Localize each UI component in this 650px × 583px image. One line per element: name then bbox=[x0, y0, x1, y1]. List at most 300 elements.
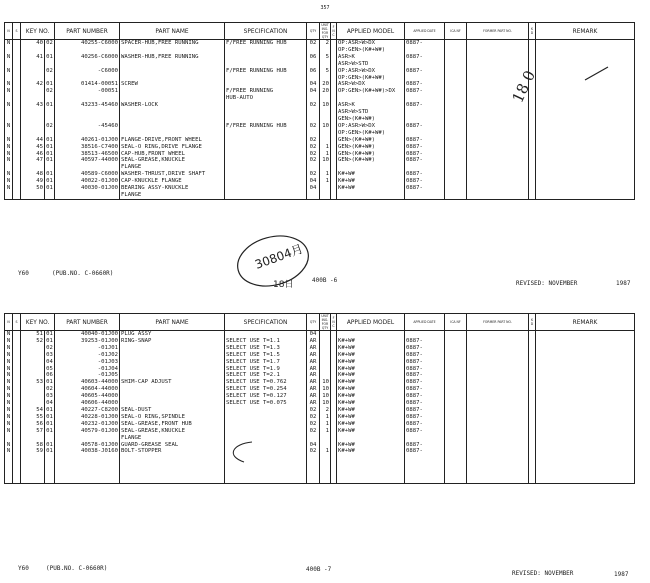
cell-s bbox=[13, 116, 21, 123]
cell-part-number bbox=[55, 455, 120, 462]
cell-s bbox=[13, 414, 21, 421]
cell-applied-model: K#+W# bbox=[337, 414, 405, 421]
cell-applied-date: 0887- bbox=[405, 407, 445, 414]
cell-ica-nf bbox=[445, 393, 467, 400]
cell-applied-model: K#+W# bbox=[337, 393, 405, 400]
cell-specification: SELECT USE T=0.127 bbox=[225, 393, 307, 400]
cell-former-part-no bbox=[467, 448, 529, 455]
handwritten-note-below: 18日 bbox=[273, 280, 294, 290]
cell-specification bbox=[225, 144, 307, 151]
cell-applied-model bbox=[337, 455, 405, 462]
handwritten-side-mark bbox=[500, 55, 620, 110]
cell-unit: 1 bbox=[320, 151, 331, 158]
cell-remark bbox=[536, 442, 635, 449]
cell-former-part-no bbox=[467, 123, 529, 130]
cell-ica-nf bbox=[445, 151, 467, 158]
cell-qty bbox=[307, 469, 320, 476]
footer-year: 1987 bbox=[614, 571, 629, 578]
cell-applied-date bbox=[405, 331, 445, 338]
cell-unit bbox=[320, 359, 331, 366]
cell-qty: 04 bbox=[307, 331, 320, 338]
cell-n: N bbox=[5, 81, 13, 88]
cell-part-number bbox=[55, 130, 120, 137]
cell-kd bbox=[529, 157, 536, 164]
cell-specification bbox=[225, 192, 307, 199]
cell-applied-model: OP:ASR>W>DX bbox=[337, 40, 405, 47]
cell-unit: 1 bbox=[320, 144, 331, 151]
cell-key-no bbox=[21, 123, 45, 130]
cell-qty: 02 bbox=[307, 171, 320, 178]
cell-kd bbox=[529, 476, 536, 483]
cell-key-no: 50 bbox=[21, 185, 45, 192]
cell-part-name: FLANGE-DRIVE,FRONT WHEEL bbox=[120, 137, 225, 144]
cell-qty: 02 bbox=[307, 414, 320, 421]
cell-qty: AR bbox=[307, 379, 320, 386]
cell-ica-nf bbox=[445, 164, 467, 171]
cell-s bbox=[13, 185, 21, 192]
parts-table bbox=[4, 22, 635, 200]
cell-kd bbox=[529, 386, 536, 393]
col-s: S bbox=[13, 314, 21, 331]
cell-n: N bbox=[5, 123, 13, 130]
cell-part-number: 39253-01J00 bbox=[55, 338, 120, 345]
cell-part-name bbox=[120, 75, 225, 82]
col-s: S bbox=[13, 23, 21, 40]
cell-key-no bbox=[21, 130, 45, 137]
table-row bbox=[5, 476, 635, 483]
table-row bbox=[5, 178, 635, 185]
cell-applied-model bbox=[337, 331, 405, 338]
cell-part-name: SPACER-HUB,FREE RUNNING bbox=[120, 40, 225, 47]
cell-part-number: 40022-01J00 bbox=[55, 178, 120, 185]
table-row bbox=[5, 157, 635, 164]
cell-former-part-no bbox=[467, 366, 529, 373]
cell-n bbox=[5, 61, 13, 68]
col-key-no: KEY NO. bbox=[21, 23, 55, 40]
footer-year: 1987 bbox=[616, 280, 631, 287]
cell-key-no: 42 bbox=[21, 81, 45, 88]
cell-part-name: SCREW bbox=[120, 81, 225, 88]
cell-unit bbox=[320, 331, 331, 338]
cell-former-part-no bbox=[467, 476, 529, 483]
cell-unit: 2 bbox=[320, 40, 331, 47]
table-row bbox=[5, 151, 635, 158]
cell-unit: 1 bbox=[320, 448, 331, 455]
cell-applied-model: GEN>(K#+W#) bbox=[337, 137, 405, 144]
cell-specification bbox=[225, 137, 307, 144]
cell-key-no: 56 bbox=[21, 421, 45, 428]
cell-remark bbox=[536, 421, 635, 428]
cell-kd bbox=[529, 455, 536, 462]
cell-qty bbox=[307, 455, 320, 462]
cell-s bbox=[13, 81, 21, 88]
cell-n: N bbox=[5, 157, 13, 164]
cell-part-name: FLANGE bbox=[120, 435, 225, 442]
cell-key-sub: 03 bbox=[46, 393, 53, 400]
cell-ica-nf bbox=[445, 421, 467, 428]
cell-ica-nf bbox=[445, 455, 467, 462]
cell-n: N bbox=[5, 400, 13, 407]
cell-qty: 06 bbox=[307, 68, 320, 75]
cell-key-sub: 01 bbox=[46, 185, 53, 192]
cell-n: N bbox=[5, 54, 13, 61]
cell-remark bbox=[536, 386, 635, 393]
cell-s bbox=[13, 372, 21, 379]
cell-key-sub: 02 bbox=[46, 88, 53, 95]
cell-applied-date: 0887- bbox=[405, 54, 445, 61]
cell-part-name bbox=[120, 47, 225, 54]
cell-qty bbox=[307, 116, 320, 123]
cell-unit: 10 bbox=[320, 102, 331, 109]
cell-part-number: -01J05 bbox=[55, 372, 120, 379]
cell-n: N bbox=[5, 414, 13, 421]
cell-s bbox=[13, 61, 21, 68]
cell-remark bbox=[536, 448, 635, 455]
cell-remark bbox=[536, 338, 635, 345]
cell-former-part-no bbox=[467, 171, 529, 178]
cell-key-no bbox=[21, 164, 45, 171]
col-former-part-no: FORMER PART NO. bbox=[467, 314, 529, 331]
cell-remark bbox=[536, 407, 635, 414]
cell-unit: 20 bbox=[320, 88, 331, 95]
cell-part-number: 40256-C6000 bbox=[55, 54, 120, 61]
cell-former-part-no bbox=[467, 157, 529, 164]
cell-ica-nf bbox=[445, 435, 467, 442]
col-applied-model: APPLIED MODEL bbox=[337, 314, 405, 331]
cell-kd bbox=[529, 435, 536, 442]
cell-specification bbox=[225, 47, 307, 54]
cell-s bbox=[13, 386, 21, 393]
cell-key-no: 40 bbox=[21, 40, 45, 47]
cell-kd bbox=[529, 144, 536, 151]
cell-unit bbox=[320, 116, 331, 123]
cell-unit: 10 bbox=[320, 157, 331, 164]
cell-unit bbox=[320, 61, 331, 68]
cell-remark bbox=[536, 192, 635, 199]
cell-qty: 04 bbox=[307, 178, 320, 185]
table-body bbox=[5, 331, 635, 484]
cell-remark bbox=[536, 400, 635, 407]
cell-ica-nf bbox=[445, 366, 467, 373]
cell-applied-model: OP:GEN>(K#+W#) bbox=[337, 47, 405, 54]
cell-qty bbox=[307, 435, 320, 442]
cell-kd bbox=[529, 372, 536, 379]
cell-s bbox=[13, 448, 21, 455]
parts-sheet-lower bbox=[4, 313, 634, 578]
cell-s bbox=[13, 331, 21, 338]
col-specification: SPECIFICATION bbox=[225, 314, 307, 331]
cell-specification bbox=[225, 414, 307, 421]
cell-key-no bbox=[21, 109, 45, 116]
col-former-part-no: FORMER PART NO. bbox=[467, 23, 529, 40]
cell-kd bbox=[529, 116, 536, 123]
cell-ica-nf bbox=[445, 102, 467, 109]
cell-key-sub bbox=[45, 95, 55, 102]
cell-n: N bbox=[5, 137, 13, 144]
cell-applied-date: 0887- bbox=[405, 68, 445, 75]
cell-former-part-no bbox=[467, 130, 529, 137]
cell-unit bbox=[320, 130, 331, 137]
table-row bbox=[5, 40, 635, 47]
cell-key-sub: 01 bbox=[46, 102, 53, 109]
cell-part-name: SEAL-O RING,DRIVE FLANGE bbox=[120, 144, 225, 151]
cell-ica-nf bbox=[445, 442, 467, 449]
cell-kd bbox=[529, 448, 536, 455]
cell-part-number: -01J03 bbox=[55, 359, 120, 366]
cell-applied-date bbox=[405, 130, 445, 137]
cell-applied-model bbox=[337, 462, 405, 469]
col-applied-model: APPLIED MODEL bbox=[337, 23, 405, 40]
cell-key-no: 44 bbox=[21, 137, 45, 144]
table-row bbox=[5, 171, 635, 178]
cell-applied-model: OP:ASR>W>DX bbox=[337, 68, 405, 75]
cell-specification: F/FREE RUNNING HUB bbox=[225, 123, 307, 130]
cell-key-sub bbox=[45, 116, 55, 123]
cell-key-sub: 05 bbox=[46, 365, 53, 372]
cell-s bbox=[13, 476, 21, 483]
table-row bbox=[5, 130, 635, 137]
cell-applied-date: 0887- bbox=[405, 428, 445, 435]
cell-part-number bbox=[55, 47, 120, 54]
cell-qty: 02 bbox=[307, 428, 320, 435]
cell-s bbox=[13, 137, 21, 144]
cell-key-sub bbox=[45, 47, 55, 54]
cell-applied-model: K#+W# bbox=[337, 178, 405, 185]
cell-part-name: SHIM-CAP ADJUST bbox=[120, 379, 225, 386]
table-row bbox=[5, 421, 635, 428]
cell-kd bbox=[529, 442, 536, 449]
cell-applied-model bbox=[337, 435, 405, 442]
cell-part-name bbox=[120, 88, 225, 95]
cell-part-number: 40603-44000 bbox=[55, 379, 120, 386]
cell-unit: 1 bbox=[320, 171, 331, 178]
cell-part-name bbox=[120, 393, 225, 400]
cell-unit: 10 bbox=[320, 123, 331, 130]
cell-remark bbox=[536, 151, 635, 158]
cell-s bbox=[13, 130, 21, 137]
cell-former-part-no bbox=[467, 144, 529, 151]
cell-applied-date: 0887- bbox=[405, 345, 445, 352]
cell-applied-date bbox=[405, 164, 445, 171]
footer-revised: REVISED: NOVEMBER bbox=[512, 570, 574, 577]
cell-part-number bbox=[55, 164, 120, 171]
table-row bbox=[5, 123, 635, 130]
cell-key-sub bbox=[45, 75, 55, 82]
cell-qty: 02 bbox=[307, 157, 320, 164]
cell-specification: SELECT USE T=0.762 bbox=[225, 379, 307, 386]
cell-part-name: WASHER-LOCK bbox=[120, 102, 225, 109]
cell-specification bbox=[225, 185, 307, 192]
cell-kd bbox=[529, 400, 536, 407]
cell-applied-date: 0887- bbox=[405, 171, 445, 178]
page-number: 357 bbox=[320, 5, 330, 11]
cell-applied-date bbox=[405, 435, 445, 442]
cell-remark bbox=[536, 178, 635, 185]
table-row bbox=[5, 379, 635, 386]
cell-qty: 02 bbox=[307, 144, 320, 151]
cell-applied-date bbox=[405, 462, 445, 469]
cell-qty bbox=[307, 95, 320, 102]
cell-s bbox=[13, 379, 21, 386]
cell-ica-nf bbox=[445, 462, 467, 469]
cell-n bbox=[5, 192, 13, 199]
cell-key-sub: 01 bbox=[46, 143, 53, 150]
cell-applied-date: 0887- bbox=[405, 359, 445, 366]
cell-kd bbox=[529, 379, 536, 386]
cell-n: N bbox=[5, 331, 13, 338]
cell-n bbox=[5, 47, 13, 54]
cell-key-no bbox=[21, 47, 45, 54]
cell-key-no bbox=[21, 455, 45, 462]
cell-n: N bbox=[5, 102, 13, 109]
cell-s bbox=[13, 435, 21, 442]
cell-n bbox=[5, 95, 13, 102]
cell-s bbox=[13, 47, 21, 54]
cell-applied-date: 0887- bbox=[405, 400, 445, 407]
cell-applied-date: 0887- bbox=[405, 40, 445, 47]
cell-key-sub bbox=[45, 455, 55, 462]
cell-kd bbox=[529, 40, 536, 47]
cell-qty: AR bbox=[307, 345, 320, 352]
col-part-number: PART NUMBER bbox=[55, 23, 120, 40]
cell-former-part-no bbox=[467, 331, 529, 338]
table-row bbox=[5, 331, 635, 338]
cell-part-number: 40597-44000 bbox=[55, 157, 120, 164]
cell-qty: 02 bbox=[307, 407, 320, 414]
cell-former-part-no bbox=[467, 435, 529, 442]
cell-n: N bbox=[5, 372, 13, 379]
cell-part-name: FLANGE bbox=[120, 164, 225, 171]
cell-applied-date: 0887- bbox=[405, 393, 445, 400]
cell-part-number: 40579-01J00 bbox=[55, 428, 120, 435]
cell-key-no bbox=[21, 469, 45, 476]
cell-former-part-no bbox=[467, 393, 529, 400]
cell-part-number: -00051 bbox=[55, 88, 120, 95]
cell-unit bbox=[320, 455, 331, 462]
cell-ica-nf bbox=[445, 54, 467, 61]
cell-specification bbox=[225, 331, 307, 338]
cell-specification: SELECT USE T=1.1 bbox=[225, 338, 307, 345]
cell-key-sub bbox=[45, 476, 55, 483]
cell-applied-date: 0887- bbox=[405, 157, 445, 164]
cell-n: N bbox=[5, 352, 13, 359]
table-row bbox=[5, 442, 635, 449]
cell-specification: F/FREE RUNNING HUB bbox=[225, 40, 307, 47]
cell-remark bbox=[536, 47, 635, 54]
cell-key-no: 58 bbox=[21, 442, 45, 449]
col-fnc: F N C bbox=[331, 314, 337, 331]
col-applied-date: APPLIED DATE bbox=[405, 23, 445, 40]
cell-unit: 10 bbox=[320, 393, 331, 400]
cell-part-number: 40040-01J00 bbox=[55, 331, 120, 338]
cell-qty: 02 bbox=[307, 151, 320, 158]
cell-kd bbox=[529, 393, 536, 400]
cell-applied-date bbox=[405, 95, 445, 102]
cell-applied-date bbox=[405, 476, 445, 483]
cell-n: N bbox=[5, 379, 13, 386]
cell-kd bbox=[529, 192, 536, 199]
cell-qty bbox=[307, 192, 320, 199]
cell-n bbox=[5, 75, 13, 82]
cell-s bbox=[13, 393, 21, 400]
cell-unit bbox=[320, 185, 331, 192]
table-row bbox=[5, 407, 635, 414]
cell-specification: SELECT USE T=0.075 bbox=[225, 400, 307, 407]
cell-n: N bbox=[5, 88, 13, 95]
cell-remark bbox=[536, 331, 635, 338]
cell-kd bbox=[529, 428, 536, 435]
cell-former-part-no bbox=[467, 407, 529, 414]
cell-part-number bbox=[55, 109, 120, 116]
cell-kd bbox=[529, 109, 536, 116]
cell-unit bbox=[320, 352, 331, 359]
cell-key-sub bbox=[45, 164, 55, 171]
cell-kd bbox=[529, 171, 536, 178]
cell-n: N bbox=[5, 407, 13, 414]
cell-qty: 04 bbox=[307, 81, 320, 88]
cell-key-sub: 02 bbox=[46, 386, 53, 393]
cell-s bbox=[13, 345, 21, 352]
cell-remark bbox=[536, 366, 635, 373]
cell-former-part-no bbox=[467, 359, 529, 366]
cell-n: N bbox=[5, 178, 13, 185]
cell-former-part-no bbox=[467, 469, 529, 476]
cell-applied-model: GEN>(K#+W#) bbox=[337, 144, 405, 151]
cell-key-no: 41 bbox=[21, 54, 45, 61]
cell-part-name bbox=[120, 123, 225, 130]
handwritten-note-side: 18 0 bbox=[508, 67, 540, 106]
cell-n: N bbox=[5, 386, 13, 393]
cell-ica-nf bbox=[445, 95, 467, 102]
cell-n bbox=[5, 469, 13, 476]
cell-kd bbox=[529, 407, 536, 414]
cell-part-number: 40038-J0160 bbox=[55, 448, 120, 455]
cell-s bbox=[13, 400, 21, 407]
cell-former-part-no bbox=[467, 116, 529, 123]
cell-part-number: 40605-44000 bbox=[55, 393, 120, 400]
cell-specification: SELECT USE T=1.5 bbox=[225, 352, 307, 359]
cell-former-part-no bbox=[467, 386, 529, 393]
col-unit: UNIT ING. FOR QTY bbox=[321, 23, 329, 39]
cell-specification bbox=[225, 178, 307, 185]
cell-qty: AR bbox=[307, 386, 320, 393]
cell-applied-model: K#+W# bbox=[337, 407, 405, 414]
cell-s bbox=[13, 366, 21, 373]
table-row bbox=[5, 359, 635, 366]
cell-part-name: BOLT-STOPPER bbox=[120, 448, 225, 455]
cell-key-sub: 01 bbox=[46, 81, 53, 88]
cell-former-part-no bbox=[467, 338, 529, 345]
cell-applied-date bbox=[405, 61, 445, 68]
table-row bbox=[5, 164, 635, 171]
cell-applied-date: 0887- bbox=[405, 102, 445, 109]
cell-qty: AR bbox=[307, 366, 320, 373]
cell-kd bbox=[529, 164, 536, 171]
cell-applied-date bbox=[405, 75, 445, 82]
cell-key-no bbox=[21, 393, 45, 400]
col-part-name: PART NAME bbox=[120, 314, 225, 331]
cell-part-name: SEAL-GREASE,FRONT HUB bbox=[120, 421, 225, 428]
cell-qty bbox=[307, 75, 320, 82]
cell-former-part-no bbox=[467, 151, 529, 158]
cell-applied-date: 0887- bbox=[405, 379, 445, 386]
cell-key-no: 49 bbox=[21, 178, 45, 185]
table-row bbox=[5, 366, 635, 373]
cell-applied-model bbox=[337, 469, 405, 476]
cell-s bbox=[13, 144, 21, 151]
cell-part-name bbox=[120, 400, 225, 407]
table-row bbox=[5, 414, 635, 421]
